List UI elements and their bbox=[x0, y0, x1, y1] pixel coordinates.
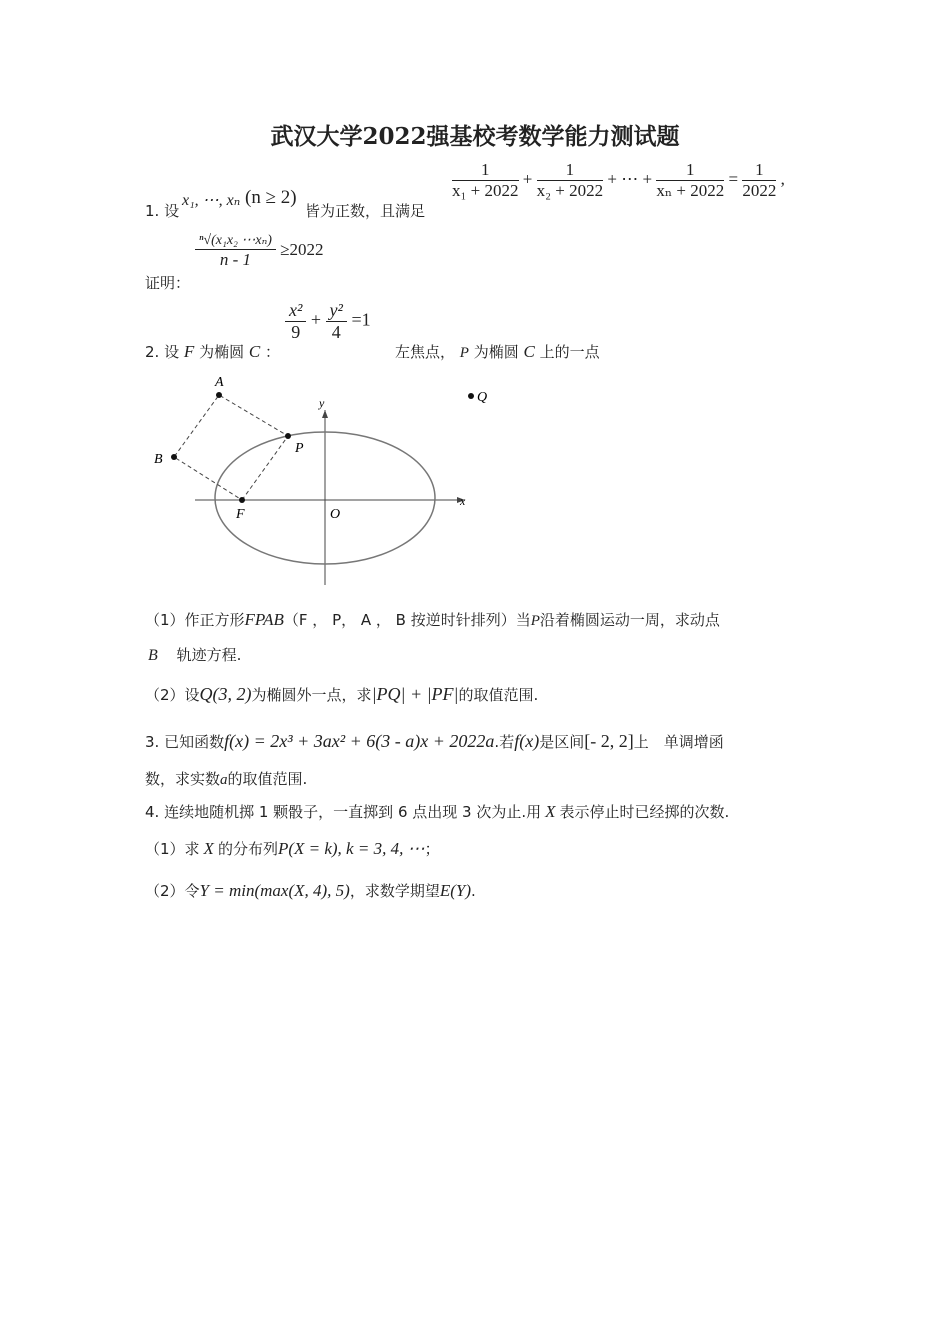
q1-vars: x₁, ⋯, xₙ bbox=[182, 192, 241, 209]
label-F: F bbox=[236, 507, 245, 522]
point-F bbox=[239, 497, 245, 503]
label-P: P bbox=[295, 441, 304, 456]
q1-proof-expr bbox=[195, 232, 324, 270]
q2-P: P bbox=[459, 345, 469, 361]
q2-part2-Q: Q(3, 2) bbox=[199, 684, 252, 704]
q2-F: F bbox=[183, 342, 195, 361]
q3-text-b: .若 bbox=[494, 733, 515, 751]
q2-text-a: 为椭圆 bbox=[199, 343, 245, 361]
q4-line1 bbox=[145, 801, 729, 822]
q4-part2-E: E(Y) bbox=[439, 881, 472, 900]
point-B bbox=[171, 454, 177, 460]
q2-text-b: 左焦点， bbox=[395, 343, 456, 361]
q2-part1-line2 bbox=[148, 644, 241, 665]
q2-text-d: 上的一点 bbox=[539, 343, 600, 361]
q1-text-a: 皆为正数，且满足 bbox=[305, 202, 426, 220]
q3-line2-b: 的取值范围. bbox=[227, 770, 308, 788]
q2-text-c: 为椭圆 bbox=[473, 343, 519, 361]
q1-proof-den: n - 1 bbox=[219, 250, 252, 269]
q1-lead: 设 bbox=[164, 202, 180, 220]
q2-part2-a: （2）设 bbox=[145, 686, 200, 704]
q1-proof-num: ⁿ√(x₁x₂ ⋯xₙ) bbox=[195, 232, 276, 250]
q2-part1-b: （F ， P， A ， B 按逆时针排列）当 bbox=[283, 611, 531, 629]
q3-text-d: 上 单调增函 bbox=[633, 733, 724, 751]
q2-part1-a: （1）作正方形 bbox=[145, 611, 245, 629]
q2-part1-line1 bbox=[145, 609, 720, 630]
q4-part2-end: . bbox=[471, 882, 476, 900]
q4-X: X bbox=[545, 802, 556, 821]
q2-part1-P: P bbox=[530, 613, 540, 629]
q2-part1-d: 轨迹方程. bbox=[176, 646, 242, 664]
q3-fx: f(x) = 2x³ + 3ax² + 6(3 - a)x + 2022a bbox=[224, 731, 495, 751]
q4-part1-X: X bbox=[203, 839, 214, 858]
q4-number: 4. bbox=[145, 803, 160, 821]
q2-four: 4 bbox=[331, 322, 341, 342]
q2-number: 2. bbox=[145, 343, 160, 361]
q2-part1-c: 沿着椭圆运动一周，求动点 bbox=[539, 611, 720, 629]
q4-part1-end: ； bbox=[424, 840, 440, 858]
point-P bbox=[285, 433, 291, 439]
q1-dots: + ⋯ + bbox=[607, 169, 653, 189]
q1-frac2-den: x₂ + 2022 bbox=[536, 181, 604, 200]
q4-text-a: 连续地随机掷 1 颗骰子，一直掷到 6 点出现 3 次为止.用 bbox=[164, 803, 542, 821]
q2-part2-expr: |PQ| + |PF| bbox=[371, 684, 459, 704]
q4-text-b: 表示停止时已经掷的次数. bbox=[559, 803, 730, 821]
q3-fx2: f(x) bbox=[514, 731, 540, 751]
q1-proof-frac bbox=[195, 232, 276, 270]
q3-line2-a: 数，求实数 bbox=[145, 770, 221, 788]
ellipse-figure bbox=[140, 370, 500, 595]
label-y: y bbox=[319, 396, 325, 410]
label-x: x bbox=[460, 494, 466, 508]
q1-frac1-num: 1 bbox=[452, 160, 519, 181]
q2-C: C bbox=[248, 342, 261, 361]
q2-C2: C bbox=[523, 342, 535, 361]
q2-line1 bbox=[145, 341, 280, 362]
point-A bbox=[216, 392, 222, 398]
q2-part2 bbox=[145, 684, 538, 705]
q1-rhs-num: 1 bbox=[742, 160, 776, 181]
q3-interval: [- 2, 2] bbox=[584, 731, 634, 751]
page-title: 武汉大学2022强基校考数学能力测试题 bbox=[270, 123, 680, 150]
q1-frac1 bbox=[452, 160, 519, 201]
q2-part2-c: 的取值范围. bbox=[458, 686, 539, 704]
q2-frac-y bbox=[326, 300, 347, 343]
q1-proof-label: 证明： bbox=[145, 274, 191, 292]
q2-eq: =1 bbox=[351, 309, 371, 330]
q4-part2-expr: Y = min(max(X, 4), 5) bbox=[199, 881, 350, 900]
square-FPAB bbox=[174, 395, 288, 500]
y-axis-arrow bbox=[322, 410, 328, 418]
q2-x2: x² bbox=[285, 300, 306, 322]
q1-fracn-den: xₙ + 2022 bbox=[656, 181, 725, 200]
point-Q bbox=[468, 393, 474, 399]
q1-cond: (n ≥ 2) bbox=[245, 187, 297, 208]
q1-sum: $\frac{1}{\text{x₁ + 2022}}$ + $\frac{1}{\text{x₂ + 2022}}$ + ⋯ + $\frac{1}{\text{xₙ + 2022}}$ = $\frac{1}{2022}$ , bbox=[452, 160, 785, 200]
q3-text-c: 是区间 bbox=[539, 733, 585, 751]
q1-proof-rhs: ≥2022 bbox=[280, 239, 324, 259]
q2-frac-x bbox=[285, 300, 306, 343]
q1-number: 1. bbox=[145, 202, 160, 220]
q1-frac1-den: x₁ + 2022 bbox=[452, 181, 519, 200]
q1-rhs-den: 2022 bbox=[742, 181, 777, 200]
q1-frac2 bbox=[537, 160, 604, 201]
q4-part2-b: ，求数学期望 bbox=[349, 882, 440, 900]
q4-part1-b: 的分布列 bbox=[217, 840, 278, 858]
label-O: O bbox=[330, 507, 341, 522]
q3-number: 3. bbox=[145, 733, 160, 751]
q2-part1-B: B bbox=[148, 647, 158, 664]
q1-rhs bbox=[742, 160, 776, 201]
q4-part1-a: （1）求 bbox=[145, 840, 200, 858]
q2-nine: 9 bbox=[291, 322, 301, 342]
q3-line1 bbox=[145, 731, 724, 752]
q3-text-a: 已知函数 bbox=[164, 733, 225, 751]
q4-part2 bbox=[145, 880, 476, 901]
q2-ellipse-eq: $\frac{\text{x²}}{9}$ + $\frac{\text{y²}}{4}$ =1 bbox=[285, 300, 371, 343]
q1-frac2-num: 1 bbox=[537, 160, 604, 181]
q2-part1-FPAB: FPAB bbox=[244, 610, 284, 629]
label-B: B bbox=[154, 452, 163, 467]
q2-colon: ： bbox=[264, 343, 280, 361]
q2-line1b bbox=[395, 341, 600, 362]
q2-lead: 设 bbox=[164, 343, 180, 361]
q1-fracn-num: 1 bbox=[656, 160, 724, 181]
q4-part1-expr: P(X = k), k = 3, 4, ⋯ bbox=[277, 839, 425, 858]
q2-y2: y² bbox=[326, 300, 347, 322]
q2-part2-b: 为椭圆外一点，求 bbox=[251, 686, 372, 704]
label-A: A bbox=[215, 375, 224, 390]
q4-part1 bbox=[145, 838, 440, 859]
q1-line1 bbox=[145, 200, 179, 221]
label-Q: Q bbox=[477, 390, 488, 405]
q1-fracn bbox=[656, 160, 724, 201]
q3-line2 bbox=[145, 768, 307, 789]
q4-part2-a: （2）令 bbox=[145, 882, 200, 900]
q3-a: a bbox=[220, 772, 228, 788]
